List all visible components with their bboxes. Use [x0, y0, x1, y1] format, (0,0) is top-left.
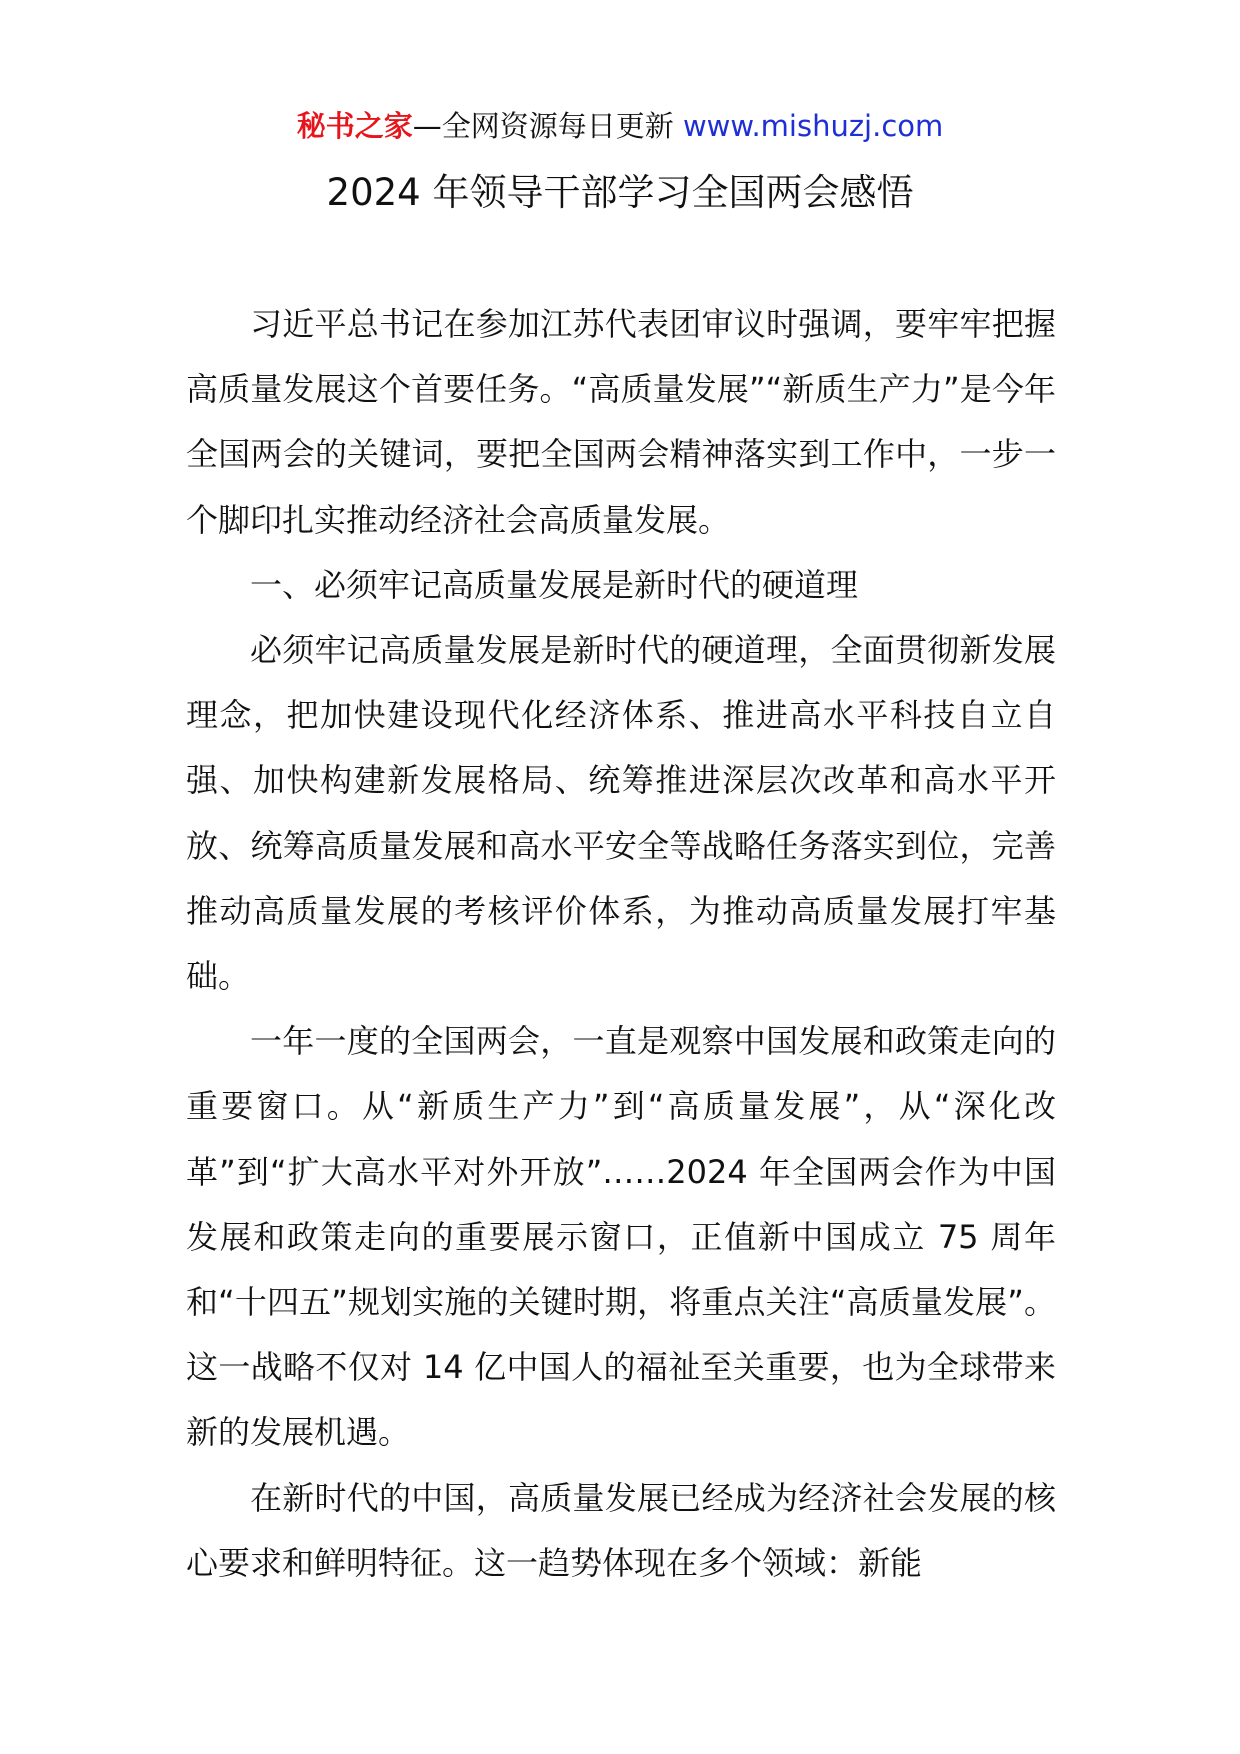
site-banner: [0, 104, 1240, 148]
intro-paragraph: 习近平总书记在参加江苏代表团审议时强调，要牢牢把握高质量发展这个首要任务。“高质量发展”“新质生产力”是今年全国两会的关键词，要把全国两会精神落实到工作中，一步一个脚印扎实推动经济社会高质量发展。: [186, 305, 1056, 539]
section-heading: 一、必须牢记高质量发展是新时代的硬道理: [250, 565, 859, 604]
site-url-link[interactable]: www.mishuzj.com: [682, 109, 944, 143]
body-paragraph: 一年一度的全国两会，一直是观察中国发展和政策走向的重要窗口。从“新质生产力”到“高质量发展”，从“深化改革”到“扩大高水平对外开放”……2024 年全国两会作为中国发展和政策走向的重要展示窗口，正值新中国成立 75 周年和“十四五”规划实施的关键时期，将重点关注“高质量发展”。这一战略不仅对 14 亿中国人的福祉至关重要，也为全球带来新的发展机遇。: [186, 1022, 1056, 1452]
document-title: 2024 年领导干部学习全国两会感悟: [326, 171, 914, 214]
banner-tagline: —全网资源每日更新: [412, 109, 674, 143]
document-body: [186, 292, 1056, 1596]
brand-name: 秘书之家: [296, 109, 413, 143]
body-paragraph: 在新时代的中国，高质量发展已经成为经济社会发展的核心要求和鲜明特征。这一趋势体现在多个领域：新能: [186, 1478, 1056, 1582]
body-paragraph: 必须牢记高质量发展是新时代的硬道理，全面贯彻新发展理念，把加快建设现代化经济体系、推进高水平科技自立自强、加快构建新发展格局、统筹推进深层次改革和高水平开放、统筹高质量发展和高水平安全等战略任务落实到位，完善推动高质量发展的考核评价体系，为推动高质量发展打牢基础。: [186, 631, 1056, 996]
